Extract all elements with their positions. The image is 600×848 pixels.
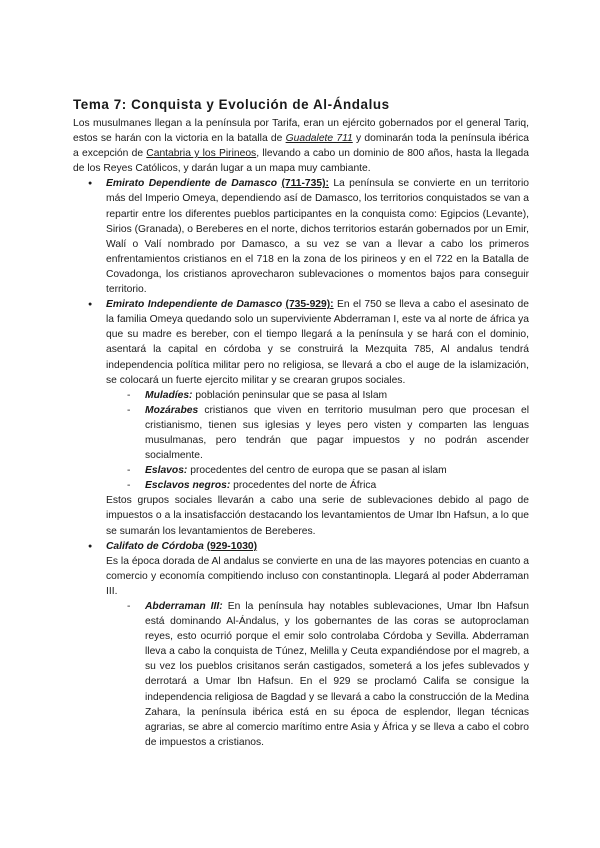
section-dates: (929-1030): [206, 540, 258, 552]
group-text: procedentes del norte de África: [230, 480, 377, 492]
califato-items-list: [106, 599, 529, 750]
group-text: procedentes del centro de europa que se pasan al islam: [187, 465, 447, 477]
section-closing-paragraph: Estos grupos sociales llevarán a cabo una serie de sublevaciones debido al pago de impuestos o a la insatisfacción destacando los levantamientos de Umar Ibn Hafsun, a lo que se sumarán los levantamientos de Bereberes.: [106, 495, 529, 537]
section-emirato-independiente: [73, 297, 529, 539]
regions-link: Cantabria y los Pirineos: [146, 148, 257, 160]
item-text: En la península hay notables sublevaciones, Umar Ibn Hafsun está dominando Al-Ándalus, y los gobernantes de las coras se autoproclaman reyes, esto ocurrió porque el emir solo controlaba Córdoba y Sevilla. Abderraman lleva a cabo la conquista de Túnez, Melilla y Ceuta expandiéndose por el magreb, a su vez los pueblos crisitanos serán castigados, someterá a los jefes sublevados y derrotará a Umar Ibn Hafsun. En el 929 se proclamó Califa se consigue la independencia religiosa de Bagdad y se llevará a cabo la construcción de la Medina Zahara, la península ibérica está en su época de esplendor, llegan técnicas agrarias, se abre al comercio marítimo entre Asia y África y se lleva a cabo el cobro de impuestos a cristianos.: [145, 601, 529, 748]
document-body: [73, 96, 529, 750]
group-text: cristianos que viven en territorio musulman pero que procesan el cristianismo, tienen sus iglesias y leyes pero visten y comparten las lenguas musulmanas, pero tendrán que pagar impuestos y no podrán ascender socialmente.: [145, 404, 529, 462]
group-text: población peninsular que se pasa al Islam: [192, 389, 388, 401]
social-groups-list: [106, 388, 529, 494]
list-item-muladies: [106, 388, 529, 403]
group-term: Eslavos:: [145, 465, 188, 477]
section-heading: Califato de Córdoba: [106, 540, 204, 552]
group-term: Muladíes:: [145, 389, 193, 401]
section-califato: [73, 539, 529, 750]
section-emirato-dependiente: [73, 176, 529, 297]
section-dates: (711-735):: [281, 178, 329, 190]
battle-link: Guadalete 711: [285, 133, 353, 145]
page-title: Tema 7: Conquista y Evolución de Al-Ándalus: [73, 97, 390, 112]
list-item-eslavos: [106, 463, 529, 478]
item-term: Abderraman III:: [145, 601, 223, 612]
sections-list: [73, 176, 529, 750]
intro-paragraph: [73, 116, 529, 176]
section-heading: Emirato Dependiente de Damasco: [106, 178, 278, 190]
section-dates: (735-929):: [285, 299, 334, 311]
section-text: Es la época dorada de Al andalus se convierte en una de las mayores potencias en cuanto a comercio y economía compitiendo incluso con constantinopla. Llegará al poder Abderraman III.: [106, 555, 529, 597]
intro-text-a: Los musulmanes llegan a la península por Tarifa, eran un ejército gobernados por el general Tariq, estos se harán con la victoria en la batalla de: [73, 118, 529, 145]
group-term: Esclavos negros:: [145, 480, 231, 492]
group-term: Mozárabes: [145, 404, 199, 416]
intro-text-c: , llevando a cabo un dominio de 800 años, hasta la llegada de los Reyes Católicos, y darán lugar a un mapa muy cambiante.: [73, 148, 529, 175]
list-item-mozarabes: [106, 403, 529, 463]
list-item-abderraman-iii: [106, 599, 529, 750]
intro-text-b: y dominarán toda la península ibérica a excepción de: [73, 133, 529, 160]
section-text: La península se convierte en un territorio más del Imperio Omeya, dependiendo así de Damasco, los territorios conquistados se van a repartir entre los diferentes pueblos participantes en la conquista como: Egipcios (Levante), Sirios (Granada), o Bereberes en el norte, dichos territorios estarán gobernados por un Emir, Walí o Valí nombrado por Damasco, a su vez se van a llevar a cabo los primeros enfrentamientos cristianos en el 718 en la zona de los pirineos y en el 722 en la Batalla de Covadonga, los cristianos aprovecharon sublevaciones o momentos bajos para conseguir territorio.: [106, 178, 529, 296]
section-heading: Emirato Independiente de Damasco: [106, 299, 283, 311]
section-text: En el 750 se lleva a cabo el asesinato de la familia Omeya quedando solo un superviviente Abderraman I, este va al norte de áfrica ya que su madre es bereber, con el tiempo llegará a la península y se hará con el dominio, asentará la capital en córdoba y se construirá la Mezquita 785, Al andalus tendrá independencia política militar pero no religiosa, se llevará a cbo el auge de la islamización, se colocará un fuerte ejercito militar y se crearan grupos sociales.: [106, 299, 529, 386]
list-item-esclavos-negros: [106, 478, 529, 493]
